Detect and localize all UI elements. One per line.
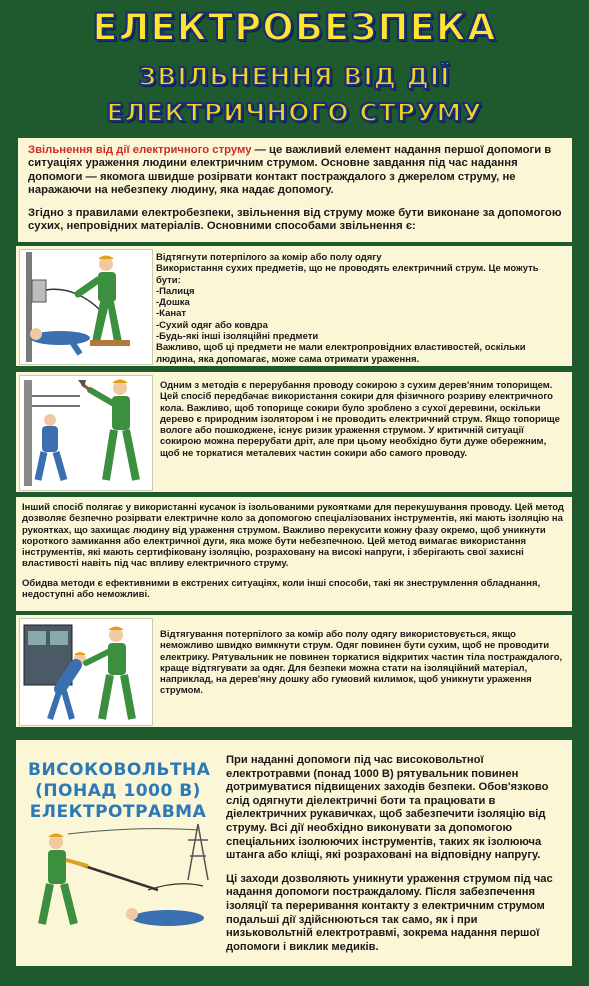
high-voltage-title-line-2: (ПОНАД 1000 В) <box>35 781 201 801</box>
intro-highlight: Звільнення від дії електричного струму <box>28 144 252 156</box>
subtitle-line-1: ЗВІЛЬНЕННЯ ВІД ДІЇ <box>138 62 451 91</box>
high-voltage-paragraph-1: При наданні допомоги під час високовольтної електротравми (понад 1000 В) рятувальник повинен дотримуватися підвищених заходів безпеки. Обов'язково слід одягнути діелектричні боти та працювати в діелектричних рукавичках, щоб забезпечити ізоляцію від струму. Всі дії необхідно виконувати за допомогою спеціальних ізолюючих інструментів, таких як ізолююча штанга або кліщі, які розраховані на відповідну напругу. <box>226 754 549 862</box>
illustration-high-voltage-rescue <box>28 820 218 940</box>
subtitle-line-2: ЕЛЕКТРИЧНОГО СТРУМУ <box>106 98 483 127</box>
section-axe-text: Одним з методів є перерубання проводу сокирою з сухим дерев'яним топорищем. Цей спосіб передбачає використання сокири для фізичного розриву електричного кола. Важливо, щоб топорище сокири було зроблено з сухої деревини, оскільки дерево є природним ізолятором і не проводить електричний струм. Якщо топорище вологе або пошкоджене, існує ризик ураження струмом. У критичній ситуації сокирою можна перерубати дріт, але при цьому необхідно бути дуже обережним, щоб не торкатися металевих частин сокири або самого проводу. <box>160 380 560 459</box>
illustration-rescuer-pulling-victim <box>19 249 153 365</box>
intro-panel <box>18 138 572 242</box>
section-drag-line-3: -Палиця <box>156 285 195 297</box>
high-voltage-title-line-1: ВИСОКОВОЛЬТНА <box>28 760 211 780</box>
section-drag-line-8: Важливо, щоб ці предмети не мали електропровідних властивостей, оскільки людина, яка допомагає, може сама отримати ураження. <box>156 342 526 365</box>
section-cutters-paragraph-2: Обидва методи є ефективними в екстрених ситуаціях, коли інші способи, такі як знеструмлення обладнання, недоступні або неможливі. <box>22 577 541 601</box>
high-voltage-title <box>28 760 211 823</box>
illustration-pulling-from-panel <box>19 618 153 726</box>
section-drag-line-6: -Сухий одяг або ковдра <box>156 319 268 331</box>
section-drag-line-4: -Дошка <box>156 297 190 309</box>
illustration-rescuer-with-axe <box>19 375 153 491</box>
section-pull-text: Відтягування потерпілого за комір або полу одягу використовується, якщо неможливо швидко вимкнути струм. Одяг повинен бути сухим, щоб не проводити електрику. Рятувальник не повинен торкатися відкритих частин тіла постраждалого, краще відтягувати за одяг. Для безпеки можна стати на ізоляційний матеріал, наприклад, на дерев'яну дошку або гумовий килимок, щоб уникнути ураження струмом. <box>160 629 563 697</box>
main-title: ЕЛЕКТРОБЕЗПЕКА <box>92 6 497 49</box>
intro-paragraph-1 <box>28 144 562 197</box>
section-drag-line-2: Використання сухих предметів, що не проводять електричний струм. Це можуть бути: <box>156 263 539 286</box>
high-voltage-paragraph-2: Ці заходи дозволяють уникнути ураження струмом під час надання допомоги постраждалому. Після забезпечення ізоляції та переривання контакту з електричним струмом подальші дії здійснюються так само, як і при низьковольтній електротравмі, зокрема надання першої допомоги і виклик медиків. <box>226 872 553 953</box>
section-axe-method <box>16 372 572 492</box>
high-voltage-text <box>226 754 564 964</box>
section-drag-line-1: Відтягнути потерпілого за комір або полу одягу <box>156 252 382 263</box>
section-drag-line-7: -Будь-які інші ізоляційні предмети <box>156 331 319 343</box>
intro-paragraph-1-rest: — це важливий елемент надання першої допомоги в ситуаціях ураження людини електричним струмом. Основне завдання під час надання допомоги — якомога швидше розірвати контакт постраждалого з джерелом струму, не наражаючи на небезпеку людину, яка надає допомогу. <box>28 144 552 196</box>
section-cutters-method <box>16 497 572 611</box>
section-cutters-paragraph-1: Інший спосіб полягає у використанні кусачок із ізольованими рукоятками для перекушування проводу. Цей метод дозволяє безпечно розірвати електричне коло за допомогою спеціалізованих інструментів, які мають ізоляцію на рукоятках, що захищає людину від ураження струмом. Важливо перекусити кожну фазу окремо, щоб уникнути короткого замикання або електричної дуги, яка може бути небезпечною. Цей метод вимагає використання інструментів, які мають сертифікованy ізоляцію, розраховану на високі напруги, і зберігають свої захисні властивості навіть під час впливу електричного струму. <box>22 502 564 570</box>
intro-paragraph-2: Згідно з правилами електробезпеки, звільнення від струму може бути виконане за допомогою сухих, непровідних матеріалів. Основними способами звільнення є: <box>28 207 562 233</box>
section-pull-by-clothing <box>16 615 572 727</box>
high-voltage-title-line-3: ЕЛЕКТРОТРАВМА <box>29 802 207 822</box>
section-drag-by-clothes <box>16 246 572 366</box>
section-drag-line-5: -Канат <box>156 308 187 320</box>
section-drag-text <box>156 252 566 365</box>
